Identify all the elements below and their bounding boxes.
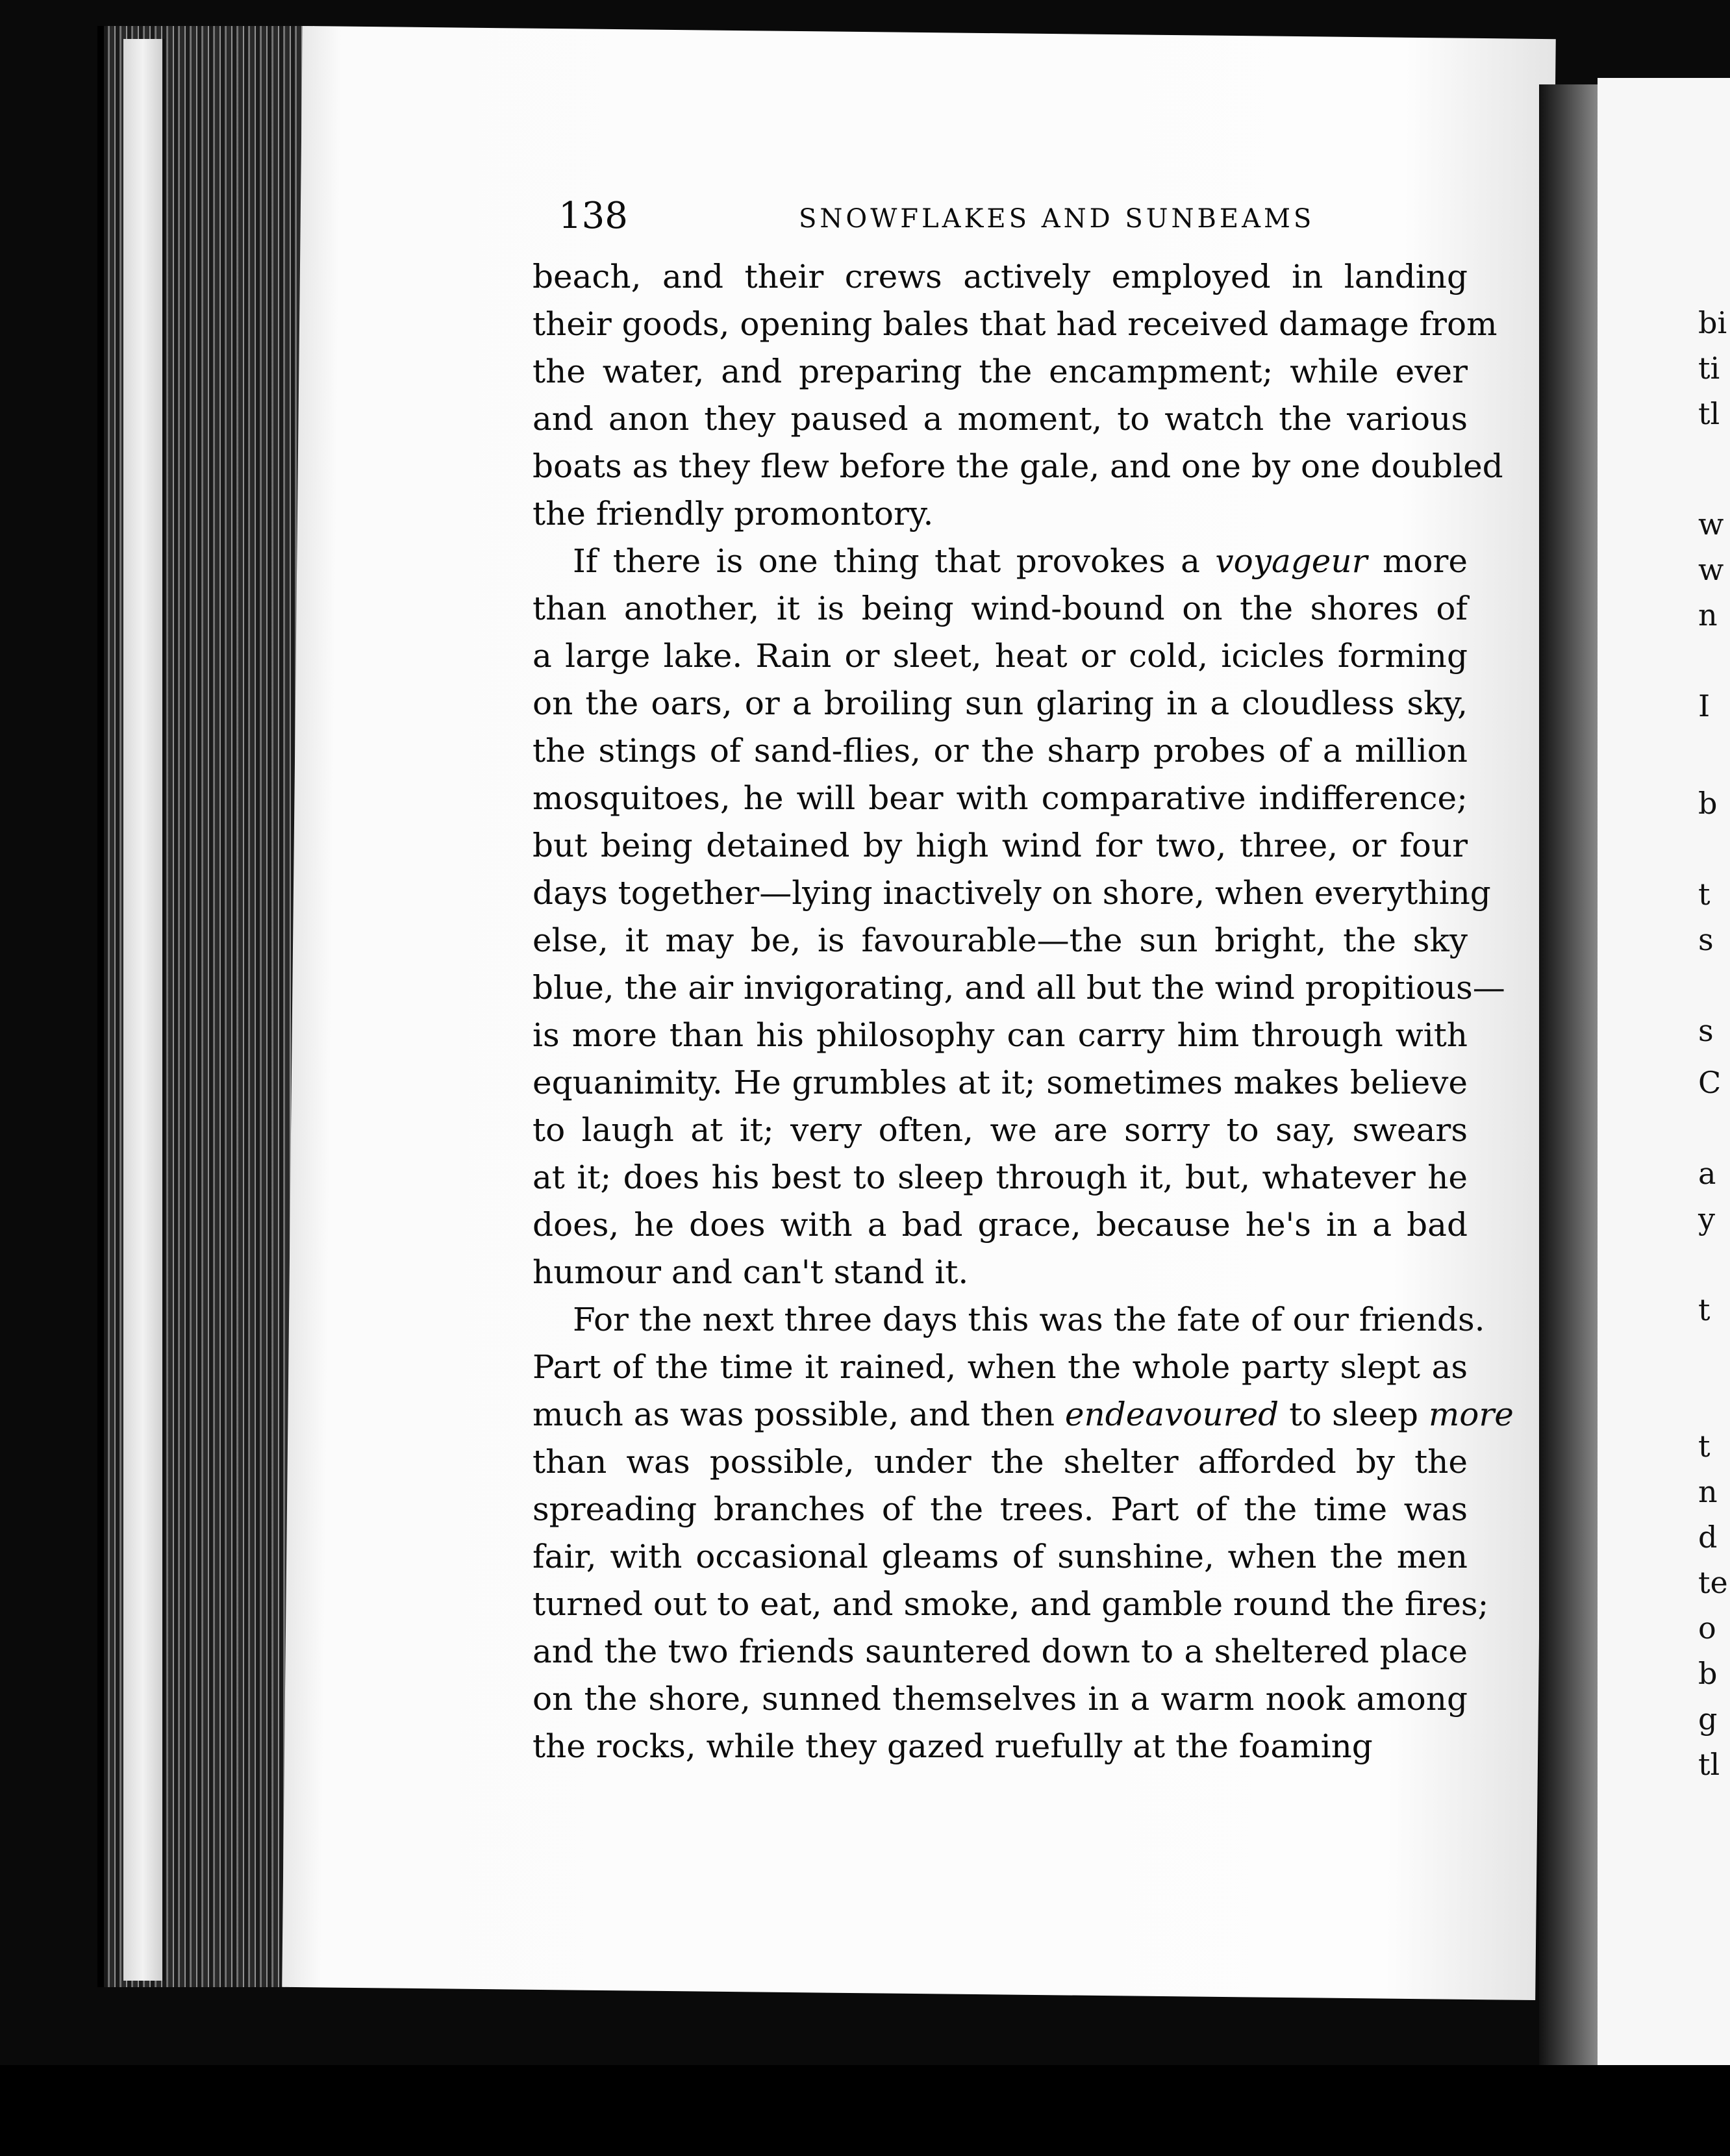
italic-word: endeavoured xyxy=(1064,1396,1279,1433)
facing-fragment: C xyxy=(1698,1065,1722,1100)
text-line: mosquitoes, he will bear with comparative indifference; xyxy=(533,779,1468,817)
facing-fragment: t xyxy=(1698,1429,1711,1464)
facing-fragment: bi xyxy=(1698,305,1727,340)
text-line: boats as they flew before the gale, and one by one doubled xyxy=(533,447,1503,485)
text-line: the rocks, while they gazed ruefully at the foaming xyxy=(533,1727,1373,1765)
text-line: else, it may be, is favourable—the sun bright, the sky xyxy=(533,921,1468,959)
text-line: their goods, opening bales that had received damage from xyxy=(533,305,1498,343)
text-line: than another, it is being wind-bound on the shores of xyxy=(533,590,1468,627)
text-line: at it; does his best to sleep through it, but, whatever he xyxy=(533,1159,1468,1196)
text-line: and anon they paused a moment, to watch the various xyxy=(533,400,1468,438)
text-line: the water, and preparing the encampment; while ever xyxy=(533,353,1468,390)
facing-fragment: t xyxy=(1698,1292,1711,1327)
page-content xyxy=(533,195,1514,1770)
facing-fragment: I xyxy=(1698,688,1711,723)
paragraph xyxy=(533,538,1505,1296)
text-line: For the next three days this was the fate of our friends. xyxy=(573,1301,1485,1338)
facing-fragment: y xyxy=(1698,1201,1715,1236)
paragraph xyxy=(533,1296,1514,1770)
text-line: fair, with occasional gleams of sunshine, when the men xyxy=(533,1538,1468,1575)
text-line: does, he does with a bad grace, because he's in a bad xyxy=(533,1206,1468,1244)
paragraph xyxy=(533,253,1503,538)
text-line: but being detained by high wind for two, three, or four xyxy=(533,827,1468,864)
text-line: If there is one thing that provokes a voyageur more xyxy=(573,542,1468,580)
text-line: to laugh at it; very often, we are sorry to say, swears xyxy=(533,1111,1468,1149)
text-line: humour and can't stand it. xyxy=(533,1253,969,1291)
page-number: 138 xyxy=(558,195,628,237)
facing-fragment: o xyxy=(1698,1611,1716,1646)
page-edge-highlight xyxy=(123,39,165,1981)
text-line: much as was possible, and then endeavoured to sleep more xyxy=(533,1396,1514,1433)
text-line: the stings of sand-flies, or the sharp probes of a million xyxy=(533,732,1468,770)
running-title: SNOWFLAKES AND SUNBEAMS xyxy=(799,204,1315,234)
facing-page-text-fragments xyxy=(1698,0,1730,2156)
text-line: beach, and their crews actively employed in landing xyxy=(533,258,1468,295)
text-line: Part of the time it rained, when the whole party slept as xyxy=(533,1348,1468,1386)
text-line: on the oars, or a broiling sun glaring in a cloudless sky, xyxy=(533,684,1468,722)
scan-bottom-border xyxy=(0,2065,1730,2156)
text-line: a large lake. Rain or sleet, heat or cold, icicles forming xyxy=(533,637,1468,675)
facing-fragment: n xyxy=(1698,1474,1718,1509)
facing-fragment: b xyxy=(1698,1656,1718,1691)
facing-fragment: g xyxy=(1698,1701,1718,1736)
facing-fragment: w xyxy=(1698,552,1724,587)
facing-fragment: b xyxy=(1698,786,1718,821)
facing-fragment: s xyxy=(1698,922,1714,957)
text-line: the friendly promontory. xyxy=(533,495,934,533)
facing-fragment: s xyxy=(1698,1013,1714,1048)
text-line: equanimity. He grumbles at it; sometimes makes believe xyxy=(533,1064,1468,1101)
facing-fragment: d xyxy=(1698,1520,1718,1555)
facing-fragment: a xyxy=(1698,1156,1716,1191)
text-line: days together—lying inactively on shore, when everything xyxy=(533,874,1491,912)
italic-word: voyageur xyxy=(1215,542,1368,580)
facing-fragment: w xyxy=(1698,507,1724,542)
facing-fragment: t xyxy=(1698,877,1711,912)
gutter-shadow xyxy=(1539,84,1598,2072)
text-line: and the two friends sauntered down to a sheltered place xyxy=(533,1633,1468,1670)
facing-fragment: tl xyxy=(1698,396,1720,431)
italic-word: more xyxy=(1428,1396,1514,1433)
running-head xyxy=(558,195,1468,253)
text-line: on the shore, sunned themselves in a warm nook among xyxy=(533,1680,1468,1718)
body-text xyxy=(533,253,1514,1770)
text-line: spreading branches of the trees. Part of the time was xyxy=(533,1490,1468,1528)
text-line: turned out to eat, and smoke, and gamble round the fires; xyxy=(533,1585,1489,1623)
facing-fragment: ti xyxy=(1698,351,1720,386)
facing-fragment: n xyxy=(1698,597,1718,633)
text-line: is more than his philosophy can carry him through with xyxy=(533,1016,1468,1054)
facing-fragment: tl xyxy=(1698,1747,1720,1782)
text-line: blue, the air invigorating, and all but the wind propitious— xyxy=(533,969,1505,1007)
facing-fragment: te xyxy=(1698,1565,1728,1600)
text-line: than was possible, under the shelter afforded by the xyxy=(533,1443,1468,1481)
